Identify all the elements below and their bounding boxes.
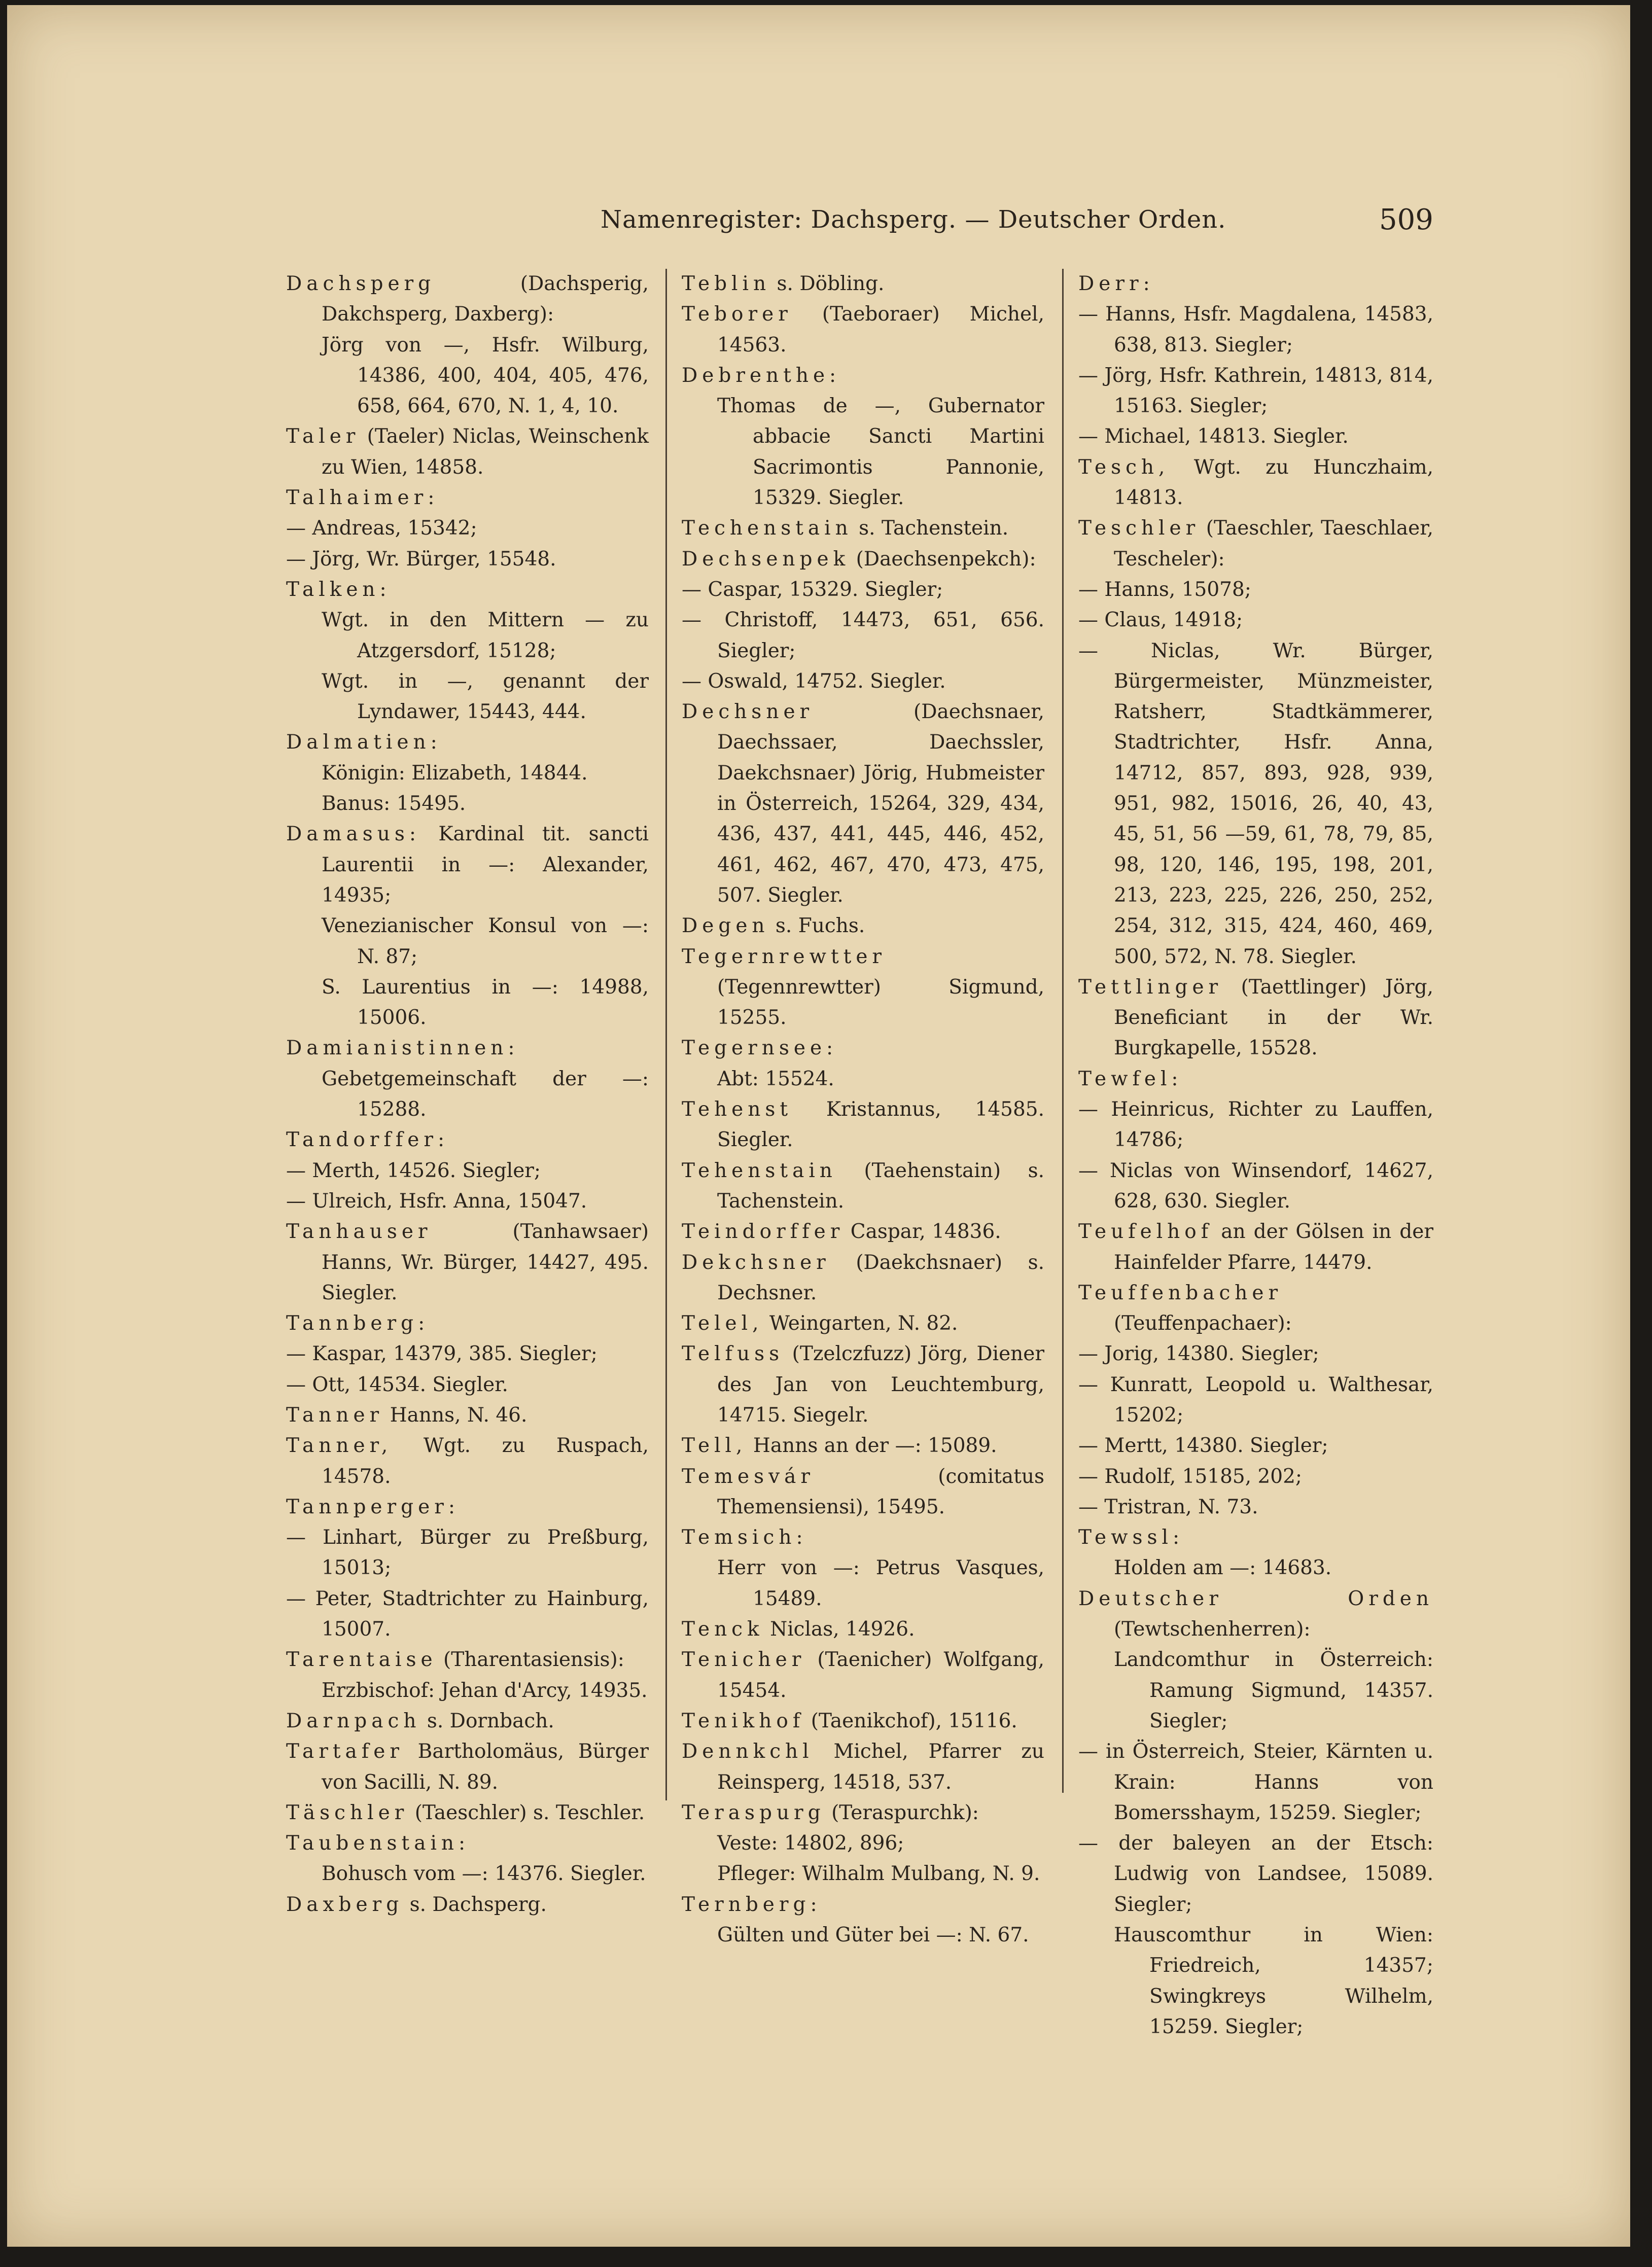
index-entry <box>286 421 649 483</box>
entry-text: Caspar, 14836. <box>844 1220 1001 1244</box>
index-subentry <box>286 1676 649 1706</box>
entry-text: (Tharentasiensis): <box>437 1648 624 1672</box>
index-entry <box>682 513 1044 544</box>
entry-text: Banus: 15495. <box>322 792 466 816</box>
entry-headword: Damianistinnen: <box>286 1037 519 1060</box>
index-subentry <box>682 391 1044 513</box>
index-subentry <box>682 1859 1044 1889</box>
index-subentry <box>286 1064 649 1125</box>
entry-text: Landcomthur in Österreich: Ramung Sigmund, 14357. Siegler; <box>1114 1648 1433 1732</box>
entry-text: — Niclas von Winsendorf, 14627, 628, 630. Siegler. <box>1078 1159 1433 1213</box>
index-column-right <box>1078 269 1433 2042</box>
index-entry <box>682 1462 1044 1523</box>
entry-headword: Tenck <box>682 1618 764 1641</box>
index-entry <box>1078 269 1433 299</box>
index-entry <box>1078 1217 1433 1278</box>
entry-headword: Dalmatien: <box>286 731 442 754</box>
index-entry <box>286 269 649 330</box>
page-number: 509 <box>1379 203 1433 236</box>
entry-text: — Andreas, 15342; <box>286 517 477 540</box>
entry-text: Kristannus, 14585. Siegler. <box>717 1098 1044 1152</box>
index-entry <box>682 1339 1044 1431</box>
entry-headword: Tanner, <box>286 1434 393 1458</box>
index-entry <box>682 1217 1044 1247</box>
index-entry <box>286 1706 649 1737</box>
index-entry <box>682 269 1044 299</box>
entry-text: Herr von —: Petrus Vasques, 15489. <box>717 1556 1044 1610</box>
entry-text: — Michael, 14813. Siegler. <box>1078 425 1349 448</box>
entry-text: (Taenikchof), 15116. <box>804 1709 1017 1732</box>
entry-headword: Debrenthe: <box>682 364 841 387</box>
entry-text: s. Dachsperg. <box>403 1893 547 1916</box>
entry-headword: Tartafer <box>286 1740 404 1763</box>
entry-text: (Tanhawsaer) Hanns, Wr. Bürger, 14427, 495. Siegler. <box>322 1220 649 1304</box>
index-entry <box>682 1798 1044 1828</box>
entry-headword: Teraspurg <box>682 1801 825 1824</box>
page-header <box>7 205 1630 241</box>
entry-text: Wgt. zu Hunczhaim, 14813. <box>1114 455 1433 510</box>
entry-headword: Talhaimer: <box>286 486 439 510</box>
index-entry <box>1078 1522 1433 1553</box>
index-subentry <box>286 605 649 666</box>
entry-text: — Jörg, Hsfr. Kathrein, 14813, 814, 15163. Siegler; <box>1078 364 1433 418</box>
entry-headword: Taler <box>286 425 360 448</box>
index-entry <box>682 299 1044 361</box>
index-subentry-dash <box>1078 1156 1433 1217</box>
index-subentry-dash <box>1078 1462 1433 1492</box>
index-entry <box>286 727 649 758</box>
entry-headword: Tegernsee: <box>682 1037 838 1060</box>
index-subentry-dash <box>1078 605 1433 635</box>
index-entry <box>682 911 1044 941</box>
entry-text: Abt: 15524. <box>717 1067 834 1090</box>
entry-text: — der baleyen an der Etsch: Ludwig von Landsee, 15089. Siegler; <box>1078 1832 1433 1916</box>
index-subentry <box>1078 1553 1433 1583</box>
entry-text: Erzbischof: Jehan d'Arcy, 14935. <box>322 1679 648 1702</box>
index-entry <box>682 1645 1044 1706</box>
entry-text: Venezianischer Konsul von —: N. 87; <box>322 914 649 968</box>
index-entry <box>682 1522 1044 1553</box>
entry-text: (Taeboraer) Michel, 14563. <box>717 303 1044 357</box>
index-subentry-dash <box>682 575 1044 605</box>
index-entry <box>286 1217 649 1308</box>
entry-headword: Tell, <box>682 1434 747 1458</box>
entry-headword: Tegernrewtter <box>682 945 887 968</box>
entry-text: — Niclas, Wr. Bürger, Bürgermeister, Münzmeister, Ratsherr, Stadtkämmerer, Stadtrichter, Hsfr. Anna, 14712, 857, 893, 928, 939, 951, 982, 15016, 26, 40, 43, 45, 51, 56 —59, 61, 78, 79, 85, 98, 120, 146, 195, 198, 201, 213, 223, 225, 226, 250, 252, 254, 312, 315, 424, 460, 469, 500, 572, N. 78. Siegler. <box>1078 639 1433 968</box>
index-subentry <box>286 1859 649 1889</box>
index-entry <box>286 575 649 605</box>
entry-headword: Temesvár <box>682 1465 815 1488</box>
index-entry <box>1078 513 1433 575</box>
index-subentry-dash <box>682 666 1044 697</box>
index-subentry <box>286 666 649 728</box>
entry-text: (comitatus Themensiensi), 15495. <box>717 1465 1044 1518</box>
entry-headword: Daxberg <box>286 1893 404 1916</box>
entry-headword: Tanhauser <box>286 1220 432 1244</box>
entry-text: Hanns an der —: 15089. <box>747 1434 997 1458</box>
entry-headword: Tannperger: <box>286 1495 460 1518</box>
index-entry <box>682 1248 1044 1309</box>
entry-text: — Christoff, 14473, 651, 656. Siegler; <box>682 609 1044 662</box>
index-subentry-dash <box>682 605 1044 666</box>
entry-headword: Talken: <box>286 578 391 601</box>
entry-headword: Darnpach <box>286 1709 421 1732</box>
entry-text: — Merth, 14526. Siegler; <box>286 1159 541 1182</box>
entry-text: Holden am —: 14683. <box>1114 1556 1332 1580</box>
index-subentry <box>682 1553 1044 1614</box>
index-entry <box>682 1614 1044 1645</box>
entry-headword: Derr: <box>1078 272 1154 295</box>
entry-headword: Teindorffer <box>682 1220 845 1244</box>
index-subentry-dash <box>1078 636 1433 972</box>
entry-text: — Tristran, N. 73. <box>1078 1495 1258 1518</box>
index-subentry-dash <box>1078 1339 1433 1369</box>
entry-text: — Caspar, 15329. Siegler; <box>682 578 943 601</box>
index-entry <box>286 1033 649 1064</box>
entry-text: Jörg von —, Hsfr. Wilburg, 14386, 400, 404, 405, 476, 658, 664, 670, N. 1, 4, 10. <box>322 333 649 418</box>
entry-text: Michel, Pfarrer zu Reinsperg, 14518, 537. <box>717 1740 1044 1794</box>
entry-headword: Tehenstain <box>682 1159 837 1182</box>
entry-text: (Taettlinger) Jörg, Beneficiant in der Wr. Burgkapelle, 15528. <box>1114 975 1433 1060</box>
entry-text: Königin: Elizabeth, 14844. <box>322 761 588 785</box>
document-page <box>7 5 1630 2247</box>
entry-text: S. Laurentius in —: 14988, 15006. <box>322 975 649 1030</box>
index-subentry <box>1078 1920 1433 2042</box>
index-entry <box>682 1706 1044 1737</box>
index-entry <box>682 1094 1044 1156</box>
index-entry <box>286 1828 649 1859</box>
entry-text: Pfleger: Wilhalm Mulbang, N. 9. <box>717 1862 1040 1886</box>
index-column-middle <box>682 269 1044 1951</box>
entry-text: — Ulreich, Hsfr. Anna, 15047. <box>286 1189 587 1213</box>
entry-text: an der Gölsen in der Hainfelder Pfarre, 14479. <box>1114 1220 1433 1274</box>
entry-text: s. Fuchs. <box>769 914 865 938</box>
entry-text: (Taeschler, Taeschlaer, Tescheler): <box>1114 517 1433 571</box>
entry-headword: Tenicher <box>682 1648 806 1672</box>
entry-headword: Tehenst <box>682 1098 793 1121</box>
index-subentry-dash <box>1078 1492 1433 1522</box>
index-entry <box>1078 1278 1433 1339</box>
entry-headword: Tesch, <box>1078 455 1170 479</box>
entry-text: — Ott, 14534. Siegler. <box>286 1373 508 1396</box>
entry-text: — Linhart, Bürger zu Preßburg, 15013; <box>286 1526 649 1580</box>
running-head: Namenregister: Dachsperg. — Deutscher Orden. <box>601 205 1226 234</box>
index-subentry-dash <box>286 1339 649 1369</box>
index-entry <box>682 1308 1044 1339</box>
index-entry <box>286 1737 649 1798</box>
entry-text: — Kaspar, 14379, 385. Siegler; <box>286 1342 597 1366</box>
entry-text: Wgt. zu Ruspach, 14578. <box>322 1434 649 1488</box>
index-entry <box>286 819 649 911</box>
index-entry <box>682 1431 1044 1461</box>
index-subentry <box>682 1920 1044 1951</box>
index-column-left <box>286 269 649 1920</box>
entry-headword: Tanner <box>286 1403 384 1427</box>
entry-text: (Tegennrewtter) Sigmund, 15255. <box>717 975 1044 1030</box>
entry-headword: Teufelhof <box>1078 1220 1213 1244</box>
entry-headword: Dennkchl <box>682 1740 814 1763</box>
index-subentry-dash <box>1078 421 1433 452</box>
index-subentry <box>286 330 649 422</box>
entry-headword: Teblin <box>682 272 771 295</box>
entry-text: Niclas, 14926. <box>763 1618 915 1641</box>
entry-headword: Tannberg: <box>286 1312 430 1335</box>
entry-text: Weingarten, N. 82. <box>763 1312 958 1335</box>
entry-headword: Tenikhof <box>682 1709 805 1732</box>
entry-headword: Damasus: <box>286 823 421 846</box>
index-entry <box>682 1890 1044 1920</box>
entry-text: — Rudolf, 15185, 202; <box>1078 1465 1303 1488</box>
index-subentry <box>286 758 649 789</box>
index-subentry <box>1078 1645 1433 1737</box>
entry-text: (Tewtschenherren): <box>1114 1618 1311 1641</box>
index-entry <box>682 544 1044 575</box>
index-entry <box>286 1798 649 1828</box>
index-subentry <box>286 972 649 1034</box>
entry-text: — Heinricus, Richter zu Lauffen, 14786; <box>1078 1098 1433 1152</box>
index-subentry <box>286 789 649 819</box>
entry-text: (Taenicher) Wolfgang, 15454. <box>717 1648 1044 1702</box>
index-entry <box>1078 452 1433 514</box>
entry-headword: Ternberg: <box>682 1893 822 1916</box>
index-entry <box>1078 1584 1433 1645</box>
entry-headword: Degen <box>682 914 769 938</box>
entry-text: — Jorig, 14380. Siegler; <box>1078 1342 1319 1366</box>
index-subentry <box>286 911 649 972</box>
entry-text: Hanns, N. 46. <box>383 1403 528 1427</box>
index-entry <box>286 1431 649 1492</box>
index-entry <box>286 483 649 513</box>
entry-headword: Dekchsner <box>682 1251 830 1274</box>
index-entry <box>682 942 1044 1034</box>
entry-text: Bohusch vom —: 14376. Siegler. <box>322 1862 646 1886</box>
index-entry <box>286 1400 649 1431</box>
entry-text: (Taehenstain) s. Tachenstein. <box>717 1159 1044 1213</box>
index-subentry-dash <box>1078 1370 1433 1431</box>
index-subentry-dash <box>286 513 649 544</box>
index-entry <box>682 1033 1044 1064</box>
entry-headword: Täschler <box>286 1801 409 1824</box>
entry-text: — Oswald, 14752. Siegler. <box>682 669 946 693</box>
index-entry <box>682 361 1044 391</box>
entry-text: s. Tachenstein. <box>852 517 1009 540</box>
entry-text: (Daechsnaer, Daechssaer, Daechssler, Daekchsnaer) Jörig, Hubmeister in Österreich, 15264, 329, 434, 436, 437, 441, 445, 446, 452, 461, 462, 467, 470, 473, 475, 507. Siegler. <box>717 700 1044 907</box>
entry-headword: Tewssl: <box>1078 1526 1184 1549</box>
entry-text: Wgt. in —, genannt der Lyndawer, 15443, 444. <box>322 669 649 724</box>
index-entry <box>682 1737 1044 1798</box>
entry-text: — in Österreich, Steier, Kärnten u. Krain: Hanns von Bomersshaym, 15259. Siegler; <box>1078 1740 1433 1824</box>
column-divider <box>665 269 667 1800</box>
index-subentry-dash <box>286 544 649 575</box>
entry-text: (Dachsperig, Dakchsperg, Daxberg): <box>322 272 649 326</box>
entry-text: — Claus, 14918; <box>1078 609 1243 632</box>
column-divider <box>1062 269 1064 1793</box>
index-subentry-dash <box>286 1370 649 1400</box>
entry-headword: Taubenstain: <box>286 1832 470 1855</box>
entry-text: Kardinal tit. sancti Laurentii in —: Alexander, 14935; <box>322 823 649 907</box>
index-subentry-dash <box>1078 299 1433 361</box>
index-entry <box>682 1156 1044 1217</box>
index-entry <box>286 1645 649 1675</box>
entry-text: Gebetgemeinschaft der —: 15288. <box>322 1067 649 1121</box>
entry-text: (Teraspurchk): <box>825 1801 979 1824</box>
index-entry <box>286 1492 649 1522</box>
entry-text: (Daechsenpekch): <box>850 547 1036 571</box>
entry-headword: Deutscher Orden <box>1078 1587 1433 1610</box>
index-subentry-dash <box>1078 361 1433 422</box>
entry-text: (Taeler) Niclas, Weinschenk zu Wien, 14858. <box>322 425 649 479</box>
index-entry <box>682 697 1044 911</box>
index-subentry-dash <box>1078 1828 1433 1920</box>
entry-headword: Tarentaise <box>286 1648 437 1672</box>
entry-headword: Dechsenpek <box>682 547 850 571</box>
entry-text: (Teuffenpachaer): <box>1114 1312 1292 1335</box>
entry-text: — Peter, Stadtrichter zu Hainburg, 15007. <box>286 1587 649 1641</box>
index-subentry-dash <box>286 1156 649 1186</box>
index-entry <box>1078 1064 1433 1094</box>
index-entry <box>286 1125 649 1155</box>
entry-headword: Dachsperg <box>286 272 436 295</box>
index-subentry-dash <box>1078 1431 1433 1461</box>
index-subentry-dash <box>1078 575 1433 605</box>
index-subentry <box>682 1064 1044 1094</box>
index-subentry-dash <box>286 1522 649 1584</box>
entry-headword: Telel, <box>682 1312 763 1335</box>
index-subentry-dash <box>286 1186 649 1217</box>
entry-text: — Jörg, Wr. Bürger, 15548. <box>286 547 556 571</box>
entry-headword: Teschler <box>1078 517 1200 540</box>
entry-text: s. Dornbach. <box>420 1709 554 1732</box>
entry-text: Thomas de —, Gubernator abbacie Sancti Martini Sacrimontis Pannonie, 15329. Siegler. <box>717 395 1044 510</box>
entry-headword: Telfuss <box>682 1342 784 1366</box>
entry-headword: Teuffenbacher <box>1078 1281 1283 1304</box>
index-subentry <box>682 1828 1044 1859</box>
entry-text: (Taeschler) s. Teschler. <box>408 1801 645 1824</box>
entry-text: — Kunratt, Leopold u. Walthesar, 15202; <box>1078 1373 1433 1427</box>
index-subentry-dash <box>286 1584 649 1645</box>
entry-text: Wgt. in den Mittern — zu Atzgersdorf, 15128; <box>322 609 649 662</box>
entry-text: Gülten und Güter bei —: N. 67. <box>717 1924 1029 1947</box>
index-subentry-dash <box>1078 1737 1433 1828</box>
entry-text: Bartholomäus, Bürger von Sacilli, N. 89. <box>322 1740 649 1794</box>
index-entry <box>286 1308 649 1339</box>
entry-text: Hauscomthur in Wien: Friedreich, 14357; Swingkreys Wilhelm, 15259. Siegler; <box>1114 1924 1433 2038</box>
entry-text: (Tzelczfuzz) Jörg, Diener des Jan von Leuchtemburg, 14715. Siegelr. <box>717 1342 1044 1427</box>
entry-headword: Tewfel: <box>1078 1067 1183 1090</box>
entry-text: Veste: 14802, 896; <box>717 1832 904 1855</box>
entry-text: (Daekchsnaer) s. Dechsner. <box>717 1251 1044 1304</box>
entry-headword: Tandorffer: <box>286 1128 449 1152</box>
entry-headword: Temsich: <box>682 1526 807 1549</box>
index-subentry-dash <box>1078 1094 1433 1156</box>
entry-headword: Teborer <box>682 303 792 326</box>
entry-headword: Tettlinger <box>1078 975 1223 999</box>
entry-headword: Dechsner <box>682 700 814 724</box>
entry-headword: Techenstain <box>682 517 853 540</box>
entry-text: — Hanns, Hsfr. Magdalena, 14583, 638, 813. Siegler; <box>1078 303 1433 357</box>
index-entry <box>1078 972 1433 1064</box>
entry-text: s. Döbling. <box>770 272 885 295</box>
index-entry <box>286 1890 649 1920</box>
entry-text: — Mertt, 14380. Siegler; <box>1078 1434 1328 1458</box>
entry-text: — Hanns, 15078; <box>1078 578 1251 601</box>
